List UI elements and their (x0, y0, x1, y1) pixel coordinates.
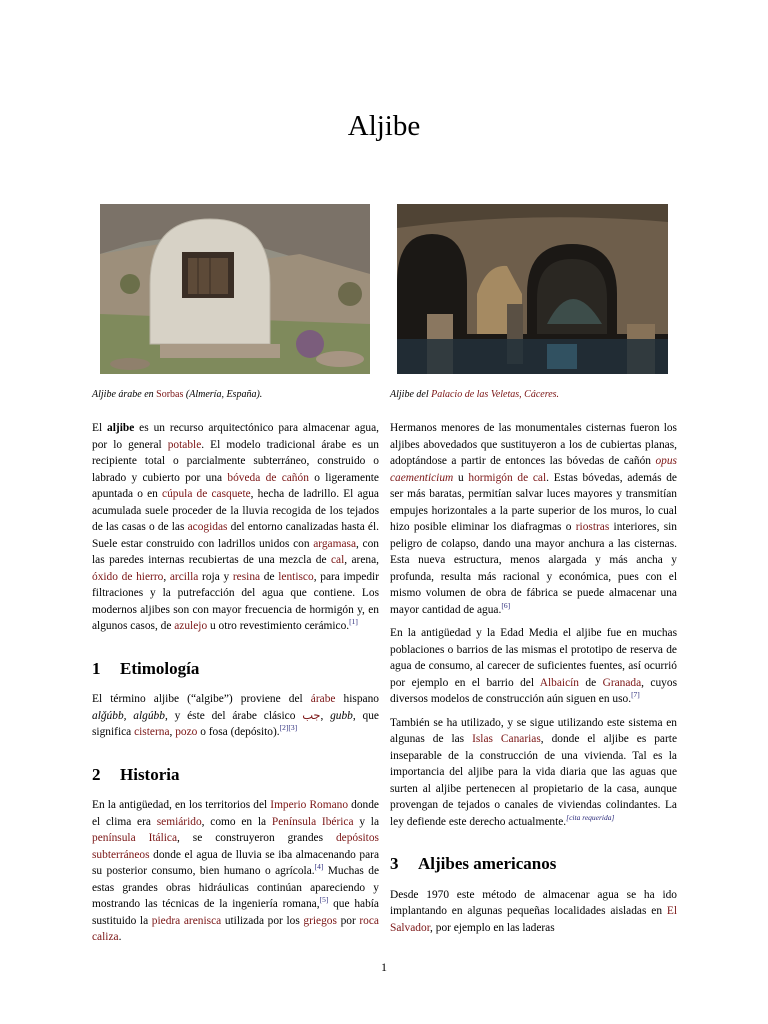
right-column (390, 420, 677, 943)
section-heading-americanos (390, 856, 677, 873)
wiki-link[interactable]: cúpula de casquete (162, 488, 251, 500)
body-text: , y éste del árabe clásico (164, 709, 303, 722)
wiki-link[interactable]: piedra arenisca (151, 914, 222, 927)
wiki-link[interactable]: potable (167, 438, 202, 451)
body-text: , para impedir filtraciones y la putrefacción del agua que contiene. Los modernos aljibes son con mayor frecuencia de hormigón y, en algunos casos, de (92, 570, 379, 632)
historia-paragraph (92, 797, 379, 946)
body-text: . El modelo tradicional árabe es un recipiente total o parcialmente subterráneo, construido o labrado y cubierto por una (92, 438, 379, 484)
body-text: interiores, sin peligro de colapso, dando una mayor anchura a las cisternas. Esta nueva estructura, menos alargada y más ancha y profunda, resulta más racional y económica, pues con el mismo volumen de obra de fábrica se puede almacenar una mayor cantidad de agua. (390, 521, 677, 616)
wiki-link[interactable]: roca caliza (92, 914, 379, 943)
body-text: donde el clima era (92, 799, 379, 828)
historia-paragraph-3 (390, 625, 677, 708)
wiki-link[interactable]: hormigón de cal (468, 471, 547, 484)
wiki-link[interactable]: riostras (575, 521, 610, 533)
historia-paragraph-2 (390, 420, 677, 618)
section-title: Aljibes americanos (418, 854, 557, 873)
wiki-link[interactable]: bóveda de cañón (227, 471, 309, 484)
figure-aljibe-caceres (397, 204, 668, 374)
section-title: Historia (120, 764, 180, 784)
wiki-link[interactable]: óxido de hierro (92, 570, 164, 583)
intro-paragraph (92, 420, 379, 635)
body-text: que había sustituido la (92, 898, 379, 927)
aljibe-sorbas-image (100, 204, 370, 374)
wiki-link[interactable]: cal (330, 554, 345, 566)
body-text: y la (353, 815, 379, 828)
wiki-link[interactable]: acogidas (187, 521, 228, 533)
section-heading-etimologia (92, 658, 379, 678)
body-text: , hecha de ladrillo. El agua acumulada suele proceder de la lluvia recogida de los tejados de las casas o de las (92, 488, 379, 533)
page-number: 1 (381, 960, 387, 974)
citation-ref[interactable]: [7] (631, 690, 640, 700)
body-text: También se ha utilizado, y se sigue utilizando este sistema en algunas de las (390, 716, 677, 745)
caption-link-palacio[interactable]: Palacio de las Veletas, Cáceres. (431, 389, 560, 400)
wiki-link[interactable]: opus caementicium (390, 455, 677, 484)
body-text: utilizada por los (221, 914, 304, 927)
wiki-link[interactable]: Islas Canarias (472, 733, 541, 745)
citation-ref[interactable]: [1] (349, 617, 358, 627)
body-text: es un recurso arquitectónico para almacenar agua, por lo general (92, 422, 379, 451)
body-text: o ligeramente apuntada o en (92, 471, 379, 500)
caption-link-sorbas[interactable]: Sorbas (156, 389, 184, 400)
body-text: , con las paredes internas recubiertas de una mezcla de (92, 537, 379, 566)
body-text: de (579, 676, 603, 689)
wiki-link[interactable]: depósitos subterráneos (92, 832, 379, 861)
body-text: roja y (198, 570, 233, 583)
wiki-link[interactable]: arcilla (169, 570, 199, 583)
section-heading-historia (92, 764, 379, 784)
page-title: Aljibe (347, 110, 421, 142)
figure-caption-2 (390, 389, 559, 400)
wiki-link[interactable]: península Itálica (92, 832, 178, 844)
body-text: o fosa (depósito). (197, 726, 280, 738)
body-text: del entorno canalizadas hasta él. Suele estar construido con ladrillos unidos con (92, 521, 379, 550)
wiki-link[interactable]: árabe (310, 693, 336, 705)
body-text: Muchas de estas grandes obras hidráulicas continúan apareciendo y mostrando las técnicas de la ingeniería romana, (92, 865, 379, 910)
citation-ref[interactable]: [2][3] (279, 723, 298, 733)
citation-ref[interactable]: [4] (314, 862, 324, 872)
body-text: , (163, 570, 170, 583)
historia-paragraph-4 (390, 715, 677, 831)
body-text: , arena, (344, 554, 379, 566)
body-text: El (92, 422, 108, 434)
wiki-link[interactable]: Albaicín (539, 676, 580, 689)
wiki-link[interactable]: Península Ibérica (271, 815, 354, 828)
body-text: Desde 1970 este método de almacenar agua se ha ido implantando en algunas pequeñas localidades aisladas en (390, 888, 677, 917)
body-text: . Estas bóvedas, además de ser más baratas, permitían salvar luces mayores y transmitían empujes horizontales a la parte superior de los muros, lo cual hizo posible eliminar los diafragmas o (390, 471, 677, 533)
body-text: , como en la (201, 815, 272, 828)
citation-ref[interactable]: [5] (319, 895, 329, 905)
wiki-link[interactable]: azulejo (174, 620, 208, 632)
section-number: 3 (390, 854, 399, 873)
citation-ref[interactable]: [6] (501, 600, 511, 610)
caption-text: Aljibe del (390, 389, 432, 400)
wiki-link[interactable]: lentisco (278, 570, 314, 583)
figure-aljibe-sorbas (100, 204, 370, 374)
wiki-link[interactable]: Granada (602, 676, 642, 689)
wiki-link[interactable]: ﺟﺐ (302, 709, 321, 722)
americanos-paragraph (390, 887, 677, 937)
body-text: Hermanos menores de las monumentales cisternas fueron los aljibes abovedados que sustituyeron a los de cubiertas planas, adoptándose a partir de entonces las bóvedas de cañón (390, 422, 677, 467)
body-text: hispano (335, 693, 379, 705)
citation-ref[interactable]: [cita requerida] (566, 812, 615, 822)
body-text: donde el agua de lluvia se iba almacenando para su posterior consumo, bien humano o agrícola. (92, 848, 379, 877)
body-text: , donde el aljibe es parte inseparable de la construcción de una vivienda. Tal es la importancia del aljibe para la vida diaria que las aguas que surten al aljibe pertenecen al propietario de la casa, aunque provengan de tejados o canales de viviendas colindantes. La ley defiende este derecho actualmente. (390, 733, 678, 828)
body-text: , por ejemplo en las laderas (430, 921, 555, 934)
body-text: El término aljibe (“algibe”) proviene del (92, 693, 311, 705)
wiki-link[interactable]: El Salvador (390, 905, 677, 934)
body-text: de (260, 570, 279, 583)
caption-text: (Almería, España). (183, 389, 263, 400)
body-text: , (169, 726, 176, 738)
section-title: Etimología (120, 658, 200, 678)
body-text: En la antigüedad, en los territorios del (92, 799, 271, 811)
bold-term: aljibe (107, 422, 135, 434)
wiki-link[interactable]: argamasa (313, 537, 357, 550)
body-text: En la antigüedad y la Edad Media el aljibe fue en muchas poblaciones o barrios de las mismas el prototipo de reserva de agua de consumo, al carecer de suficientes fuentes, así ocurrió por ejemplo en el barrio del (390, 627, 677, 689)
aljibe-caceres-image (397, 204, 668, 374)
caption-text: Aljibe árabe en (92, 389, 157, 400)
body-text: , (320, 709, 331, 722)
body-text: u otro revestimiento cerámico. (207, 620, 350, 632)
body-text: por (336, 914, 360, 927)
wiki-link[interactable]: pozo (175, 726, 198, 738)
body-text: , cuyos diversos modelos de construcción aún siguen en uso. (390, 676, 678, 705)
wiki-link[interactable]: resina (232, 570, 261, 583)
wiki-link[interactable]: Imperio Romano (270, 799, 349, 811)
body-text: u (453, 471, 469, 484)
body-text: alǧúbb, algúbb (92, 709, 165, 722)
body-text: , que significa (92, 709, 379, 738)
section-number: 1 (92, 658, 101, 678)
wiki-link[interactable]: griegos (303, 914, 337, 927)
figure-caption-1 (92, 389, 262, 400)
body-text: , se construyeron grandes (177, 832, 336, 844)
wiki-link[interactable]: cisterna (134, 726, 170, 738)
wiki-link[interactable]: semiárido (156, 815, 202, 828)
left-column (92, 420, 379, 953)
section-number: 2 (92, 764, 101, 784)
etimologia-paragraph (92, 691, 379, 741)
body-text: gubb (330, 709, 353, 722)
body-text: . (118, 931, 122, 943)
